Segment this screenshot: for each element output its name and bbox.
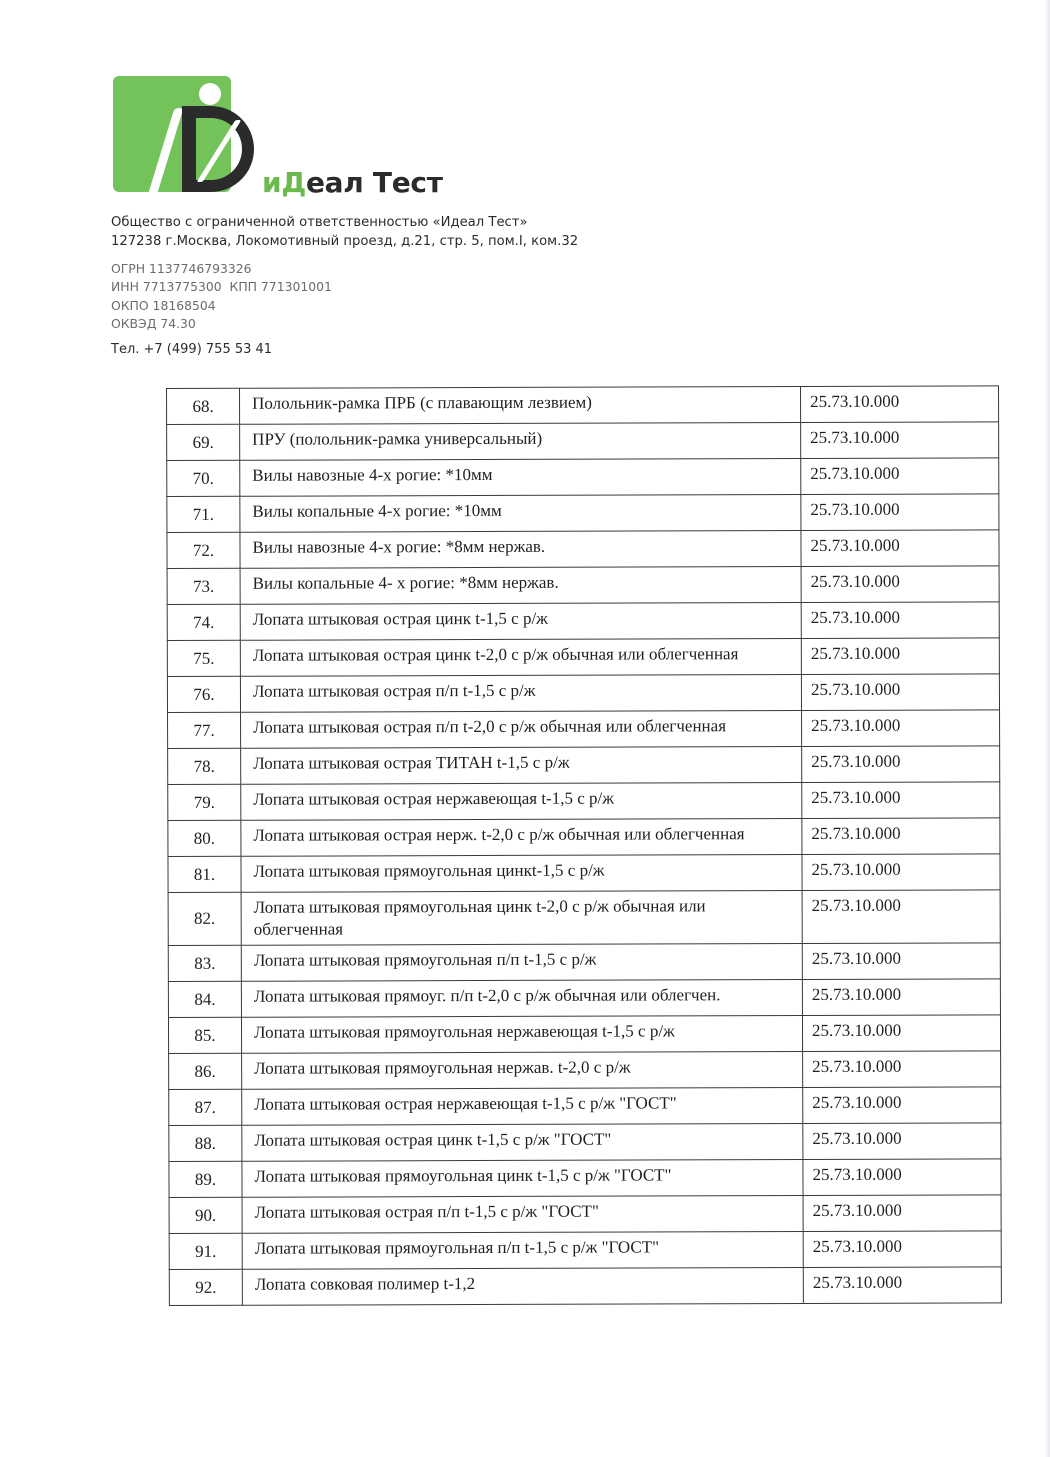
company-info <box>111 214 578 251</box>
okpd-code: 25.73.10.000 <box>801 494 999 531</box>
product-table-body <box>167 386 1002 1306</box>
row-number: 78. <box>168 748 241 784</box>
table-row <box>168 782 1000 821</box>
table-row <box>169 1159 1001 1198</box>
product-name: Лопата штыковая острая цинк t-1,5 с р/ж <box>240 603 801 641</box>
product-name: Лопата штыковая прямоугольная п/п t-1,5 с р/ж "ГОСТ" <box>242 1232 803 1270</box>
okpd-code: 25.73.10.000 <box>803 1159 1001 1196</box>
okpd-code: 25.73.10.000 <box>801 638 999 675</box>
okpd-code: 25.73.10.000 <box>803 1087 1001 1124</box>
row-number: 71. <box>167 496 240 532</box>
okpd-code: 25.73.10.000 <box>801 458 999 495</box>
logo-i-stroke <box>148 108 184 196</box>
table-row <box>169 1087 1001 1126</box>
row-number: 92. <box>169 1269 242 1305</box>
okpd-code: 25.73.10.000 <box>802 979 1000 1016</box>
row-number: 81. <box>168 856 241 892</box>
okpd-code: 25.73.10.000 <box>803 1195 1001 1232</box>
product-name: Лопата штыковая острая цинк t-1,5 с р/ж "ГОСТ" <box>242 1124 803 1162</box>
table-row <box>168 890 1000 946</box>
product-name: Лопата штыковая острая п/п t-1,5 с р/ж "ГОСТ" <box>242 1196 803 1234</box>
okpd-code: 25.73.10.000 <box>801 602 999 639</box>
okpd-code: 25.73.10.000 <box>802 746 1000 783</box>
okpd-code: 25.73.10.000 <box>802 1015 1000 1052</box>
okpd-code: 25.73.10.000 <box>802 782 1000 819</box>
table-row <box>169 1051 1001 1090</box>
product-name: Лопата штыковая прямоугольная п/п t-1,5 с р/ж <box>241 944 802 982</box>
table-row <box>168 710 1000 749</box>
product-name: Лопата штыковая острая нержавеющая t-1,5 с р/ж <box>241 783 802 821</box>
row-number: 80. <box>168 820 241 856</box>
table-row <box>168 943 1000 982</box>
table-row <box>167 494 999 533</box>
table-row <box>167 566 999 605</box>
okpd-code: 25.73.10.000 <box>801 530 999 567</box>
product-name: Лопата штыковая острая нерж. t-2,0 с р/ж обычная или облегченная <box>241 819 802 857</box>
product-table-wrapper <box>166 385 1001 1306</box>
table-row <box>168 746 1000 785</box>
row-number: 73. <box>167 568 240 604</box>
okpd-code: 25.73.10.000 <box>802 890 1000 944</box>
okpd-code: 25.73.10.000 <box>801 422 999 459</box>
row-number: 88. <box>169 1125 242 1161</box>
product-name: Лопата штыковая острая цинк t-2,0 с р/ж обычная или облегченная <box>240 639 801 677</box>
company-logo <box>110 76 455 201</box>
row-number: 69. <box>167 424 240 460</box>
okpd-code: 25.73.10.000 <box>802 854 1000 891</box>
table-row <box>167 422 999 461</box>
product-name: Вилы копальные 4-х рогие: *10мм <box>240 495 801 533</box>
product-name: Лопата штыковая острая нержавеющая t-1,5 с р/ж "ГОСТ" <box>242 1088 803 1126</box>
product-name: Лопата штыковая острая ТИТАН t-1,5 с р/ж <box>241 747 802 785</box>
table-row <box>169 1123 1001 1162</box>
row-number: 86. <box>169 1053 242 1089</box>
okpd-code: 25.73.10.000 <box>803 1267 1001 1304</box>
product-name: Лопата штыковая прямоугольная цинк t-1,5 с р/ж "ГОСТ" <box>242 1160 803 1198</box>
okpd-code: 25.73.10.000 <box>802 818 1000 855</box>
product-name: Лопата штыковая прямоуг. п/п t-2,0 с р/ж обычная или облегчен. <box>241 980 802 1018</box>
product-name: Лопата штыковая острая п/п t-2,0 с р/ж обычная или облегченная <box>241 711 802 749</box>
table-row <box>169 1231 1001 1270</box>
row-number: 70. <box>167 460 240 496</box>
okpd-code: 25.73.10.000 <box>800 386 998 423</box>
company-legal-name: Общество с ограниченной ответственностью «Идеал Тест» <box>111 215 528 230</box>
row-number: 89. <box>169 1161 242 1197</box>
ogrn: ОГРН 1137746793326 <box>111 261 252 276</box>
table-row <box>168 818 1000 857</box>
inn-kpp: ИНН 7713775300 КПП 771301001 <box>111 279 332 295</box>
product-table <box>166 385 1002 1306</box>
product-name: ПРУ (полольник-рамка универсальный) <box>240 423 801 461</box>
row-number: 76. <box>167 676 240 712</box>
okpd-code: 25.73.10.000 <box>801 674 999 711</box>
table-row <box>169 1195 1001 1234</box>
product-name: Лопата штыковая прямоугольная цинк t-2,0 с р/ж обычная или облегченная <box>241 891 802 946</box>
row-number: 75. <box>167 640 240 676</box>
row-number: 83. <box>168 945 241 981</box>
logo-wordmark-prefix: иД <box>262 166 306 199</box>
table-row <box>169 1267 1001 1306</box>
row-number: 82. <box>168 892 241 945</box>
table-row <box>167 386 999 425</box>
okpd-code: 25.73.10.000 <box>802 943 1000 980</box>
okpd-code: 25.73.10.000 <box>803 1231 1001 1268</box>
row-number: 68. <box>167 388 240 424</box>
logo-wordmark-rest: еал Тест <box>305 166 443 199</box>
company-address: 127238 г.Москва, Локомотивный проезд, д.21, стр. 5, пом.I, ком.32 <box>111 233 579 249</box>
okpd-code: 25.73.10.000 <box>802 710 1000 747</box>
table-row <box>167 638 999 677</box>
row-number: 85. <box>168 1017 241 1053</box>
okpd-code: 25.73.10.000 <box>803 1123 1001 1160</box>
page-edge-shadow <box>1044 0 1050 1457</box>
product-name: Полольник-рамка ПРБ (с плавающим лезвием) <box>240 387 801 425</box>
row-number: 79. <box>168 784 241 820</box>
okpd-code: 25.73.10.000 <box>803 1051 1001 1088</box>
product-name: Вилы копальные 4- х рогие: *8мм нержав. <box>240 567 801 605</box>
product-name: Лопата штыковая прямоугольная нержав. t-2,0 с р/ж <box>242 1052 803 1090</box>
table-row <box>167 674 999 713</box>
company-requisites <box>111 260 332 333</box>
okpd-code: 25.73.10.000 <box>801 566 999 603</box>
okved: ОКВЭД 74.30 <box>111 315 196 331</box>
okpo: ОКПО 18168504 <box>111 297 216 313</box>
product-name: Лопата совковая полимер t-1,2 <box>242 1268 803 1306</box>
logo-wordmark <box>262 166 443 199</box>
table-row <box>167 458 999 497</box>
logo-dot <box>199 83 221 105</box>
product-name: Лопата штыковая прямоугольная нержавеющая t-1,5 с р/ж <box>241 1016 802 1054</box>
table-row <box>167 602 999 641</box>
table-row <box>168 979 1000 1018</box>
table-row <box>167 530 999 569</box>
table-row <box>168 854 1000 893</box>
row-number: 87. <box>169 1089 242 1125</box>
product-name: Лопата штыковая прямоугольная цинкt-1,5 с р/ж <box>241 855 802 893</box>
table-row <box>168 1015 1000 1054</box>
row-number: 84. <box>168 981 241 1017</box>
row-number: 91. <box>169 1233 242 1269</box>
phone: Тел. +7 (499) 755 53 41 <box>111 342 273 357</box>
product-name: Вилы навозные 4-х рогие: *10мм <box>240 459 801 497</box>
row-number: 90. <box>169 1197 242 1233</box>
row-number: 72. <box>167 532 240 568</box>
product-name: Лопата штыковая острая п/п t-1,5 с р/ж <box>240 675 801 713</box>
row-number: 77. <box>168 712 241 748</box>
row-number: 74. <box>167 604 240 640</box>
product-name: Вилы навозные 4-х рогие: *8мм нержав. <box>240 531 801 569</box>
